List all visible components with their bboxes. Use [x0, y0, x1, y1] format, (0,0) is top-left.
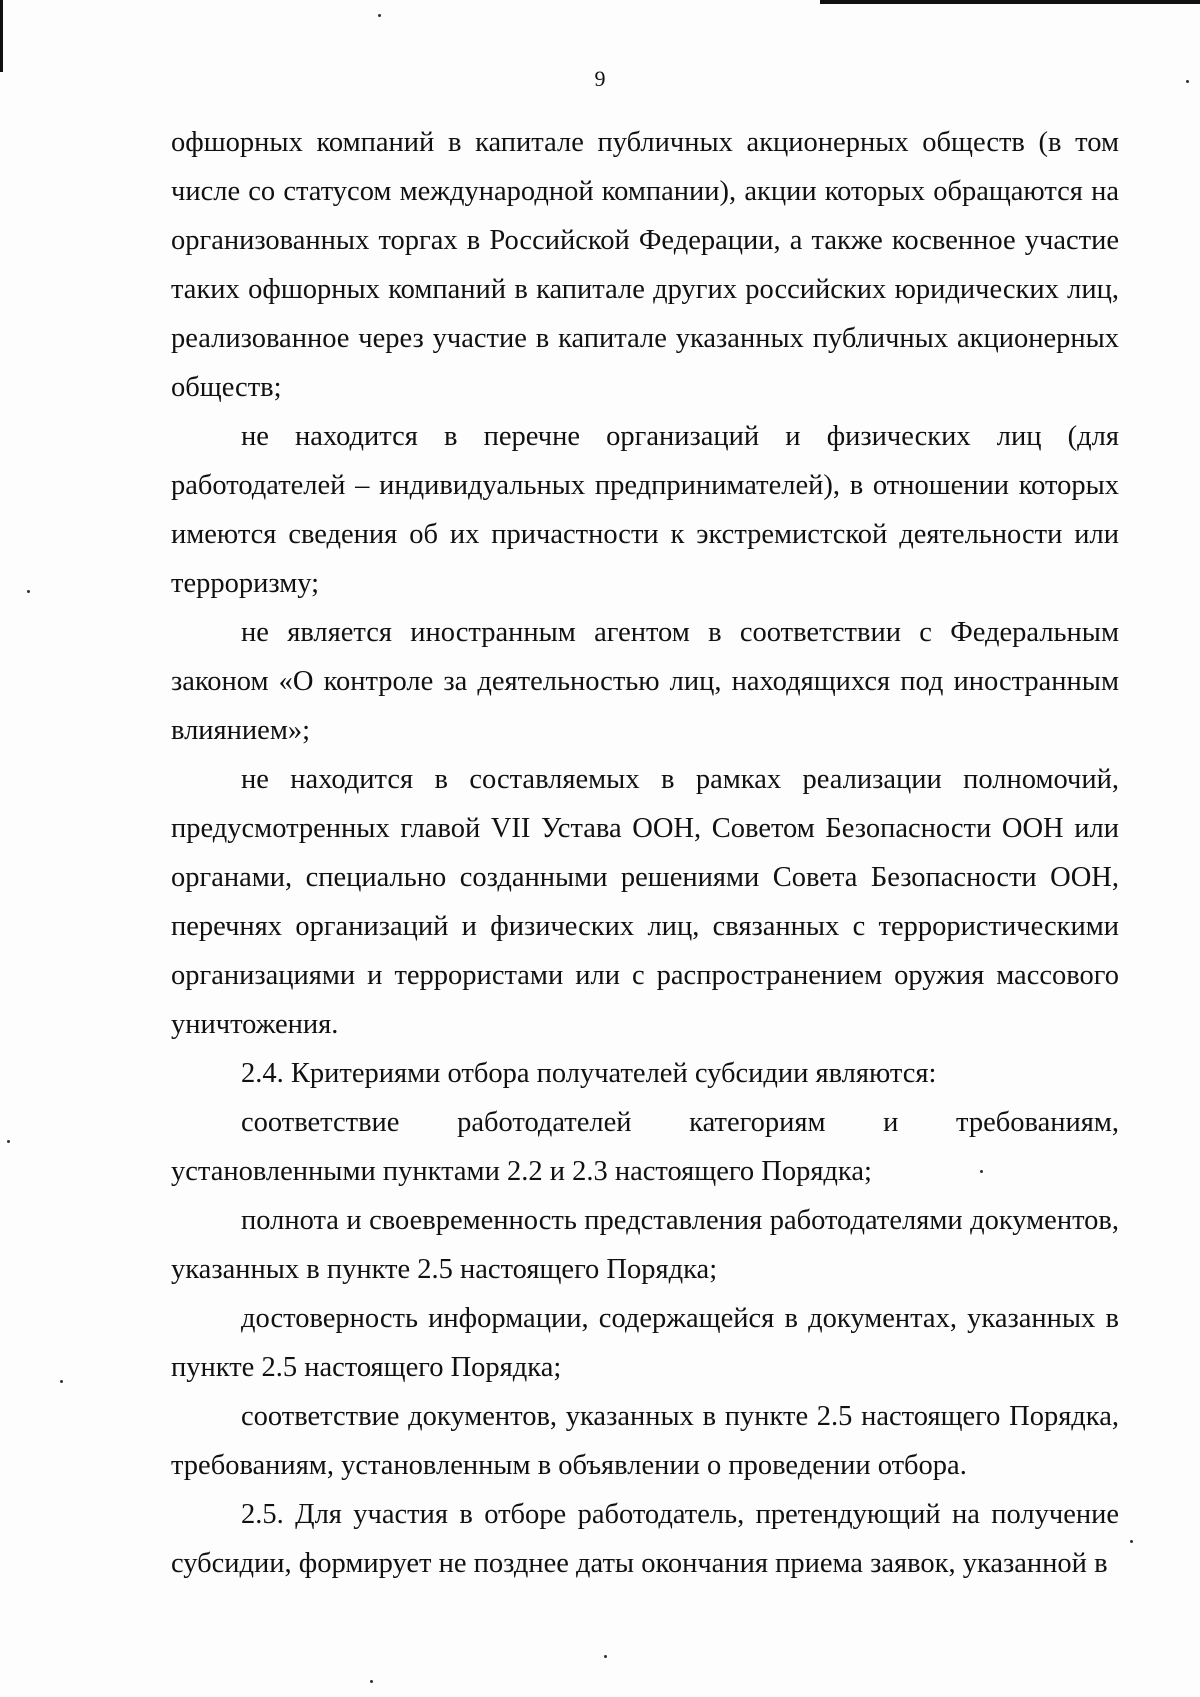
scan-edge-top: [820, 0, 1200, 4]
section-heading: 2.4. Критериями отбора получателей субсидии являются:: [241, 1058, 937, 1089]
page-number: 9: [594, 66, 606, 91]
scan-edge-left: [0, 0, 3, 72]
paragraph: не находится в перечне организаций и физических лиц (для работодателей – индивидуальных предпринимателей), в отношении которых имеются сведения об их причастности к экстремистской деятельности или терроризму;: [171, 421, 1119, 599]
scan-speck: [604, 1655, 607, 1658]
scan-speck: [370, 1680, 373, 1683]
scan-speck: [27, 590, 30, 593]
scan-speck: [60, 1380, 63, 1383]
scan-speck: [1130, 1540, 1133, 1543]
scan-speck: [378, 14, 381, 17]
document-body: [171, 118, 1119, 1588]
paragraph: офшорных компаний в капитале публичных акционерных обществ (в том числе со статусом международной компании), акции которых обращаются на организованных торгах в Российской Федерации, а также косвенное участие таких офшорных компаний в капитале других российских юридических лиц, реализованное через участие в капитале указанных публичных акционерных обществ;: [171, 127, 1119, 403]
scan-speck: [1186, 80, 1189, 83]
paragraph: не находится в составляемых в рамках реализации полномочий, предусмотренных главой VII Устава ООН, Советом Безопасности ООН или органами, специально созданными решениями Совета Безопасности ООН, перечнях организаций и физических лиц, связанных с террористическими организациями и террористами или с распространением оружия массового уничтожения.: [171, 764, 1119, 1040]
scan-speck: [7, 1140, 10, 1143]
paragraph: соответствие работодателей категориям и требованиям, установленными пунктами 2.2 и 2.3 настоящего Порядка;: [171, 1107, 1119, 1187]
paragraph: не является иностранным агентом в соответствии с Федеральным законом «О контроле за деятельностью лиц, находящихся под иностранным влиянием»;: [171, 617, 1119, 746]
paragraph: 2.5. Для участия в отборе работодатель, претендующий на получение субсидии, формирует не позднее даты окончания приема заявок, указанной в: [171, 1499, 1119, 1579]
paragraph: полнота и своевременность представления работодателями документов, указанных в пункте 2.5 настоящего Порядка;: [171, 1205, 1119, 1285]
paragraph: достоверность информации, содержащейся в документах, указанных в пункте 2.5 настоящего Порядка;: [171, 1303, 1119, 1383]
scan-speck: [980, 1170, 983, 1173]
paragraph: соответствие документов, указанных в пункте 2.5 настоящего Порядка, требованиям, установленным в объявлении о проведении отбора.: [171, 1401, 1119, 1481]
